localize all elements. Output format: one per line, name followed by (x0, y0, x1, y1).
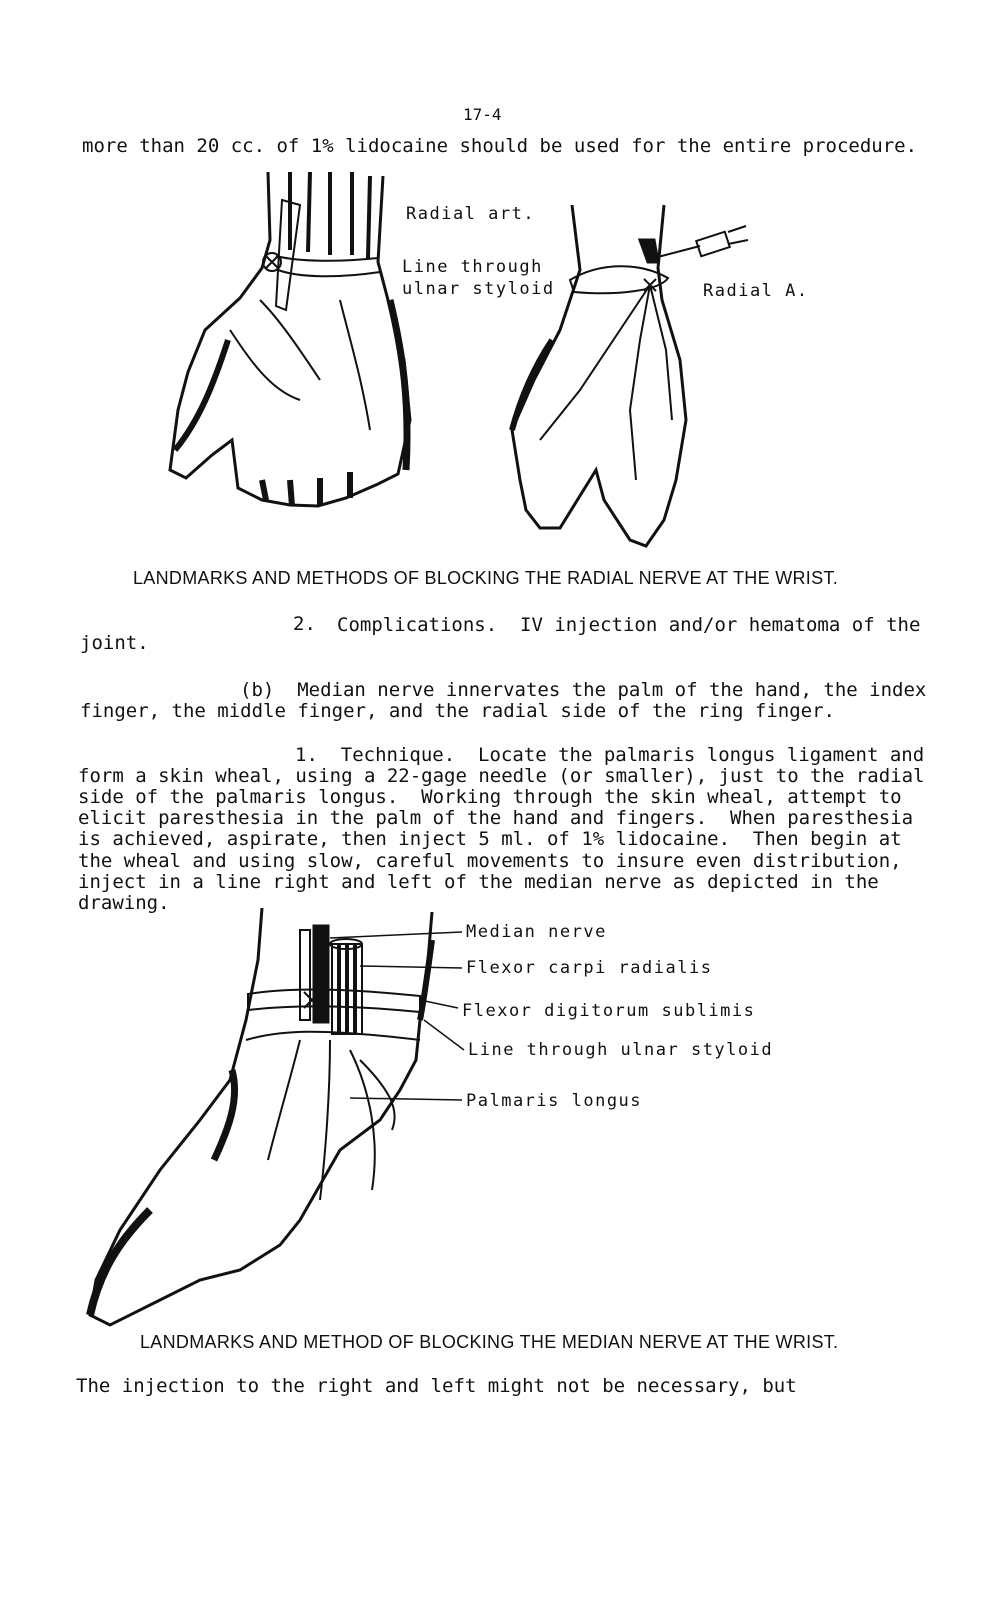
label-line-through-ulnar: Line through ulnar styloid (468, 1040, 774, 1060)
technique-line8: drawing. (78, 892, 170, 914)
complications-continuation: joint. (80, 632, 149, 654)
figure1-caption: LANDMARKS AND METHODS OF BLOCKING THE RADIAL NERVE AT THE WRIST. (133, 568, 839, 588)
figure2-caption: LANDMARKS AND METHOD OF BLOCKING THE MEDIAN NERVE AT THE WRIST. (140, 1332, 839, 1352)
complications-text: Complications. IV injection and/or hematoma of the (337, 614, 921, 636)
label-palmaris-longus: Palmaris longus (466, 1091, 643, 1111)
intro-line: more than 20 cc. of 1% lidocaine should be used for the entire procedure. (82, 135, 918, 157)
technique-line3: side of the palmaris longus. Working through the skin wheal, attempt to (78, 786, 902, 808)
technique-line6: the wheal and using slow, careful movements to insure even distribution, (78, 850, 902, 872)
technique-line1: 1. Technique. Locate the palmaris longus ligament and (295, 744, 925, 766)
median-intro-line1: (b) Median nerve innervates the palm of the hand, the index (240, 679, 927, 701)
technique-line2: form a skin wheal, using a 22-gage needle (or smaller), just to the radial (78, 765, 925, 787)
label-line-through-1: Line through (402, 257, 543, 277)
label-flexor-carpi: Flexor carpi radialis (466, 958, 713, 978)
technique-line4: elicit paresthesia in the palm of the hand and fingers. When paresthesia (78, 807, 914, 829)
complications-marker: 2. (293, 613, 316, 635)
median-intro-line2: finger, the middle finger, and the radial side of the ring finger. (80, 700, 835, 722)
technique-line5: is achieved, aspirate, then inject 5 ml. of 1% lidocaine. Then begin at (78, 828, 902, 850)
label-line-through-2: ulnar styloid (402, 279, 555, 299)
label-flexor-digitorum: Flexor digitorum sublimis (462, 1001, 756, 1021)
label-radial-art: Radial art. (406, 204, 536, 224)
technique-line7: inject in a line right and left of the median nerve as depicted in the (78, 871, 879, 893)
label-median-nerve: Median nerve (466, 922, 607, 942)
label-radial-a: Radial A. (703, 281, 809, 301)
page-number: 17-4 (463, 105, 502, 124)
closing-line: The injection to the right and left might not be necessary, but (76, 1375, 797, 1397)
